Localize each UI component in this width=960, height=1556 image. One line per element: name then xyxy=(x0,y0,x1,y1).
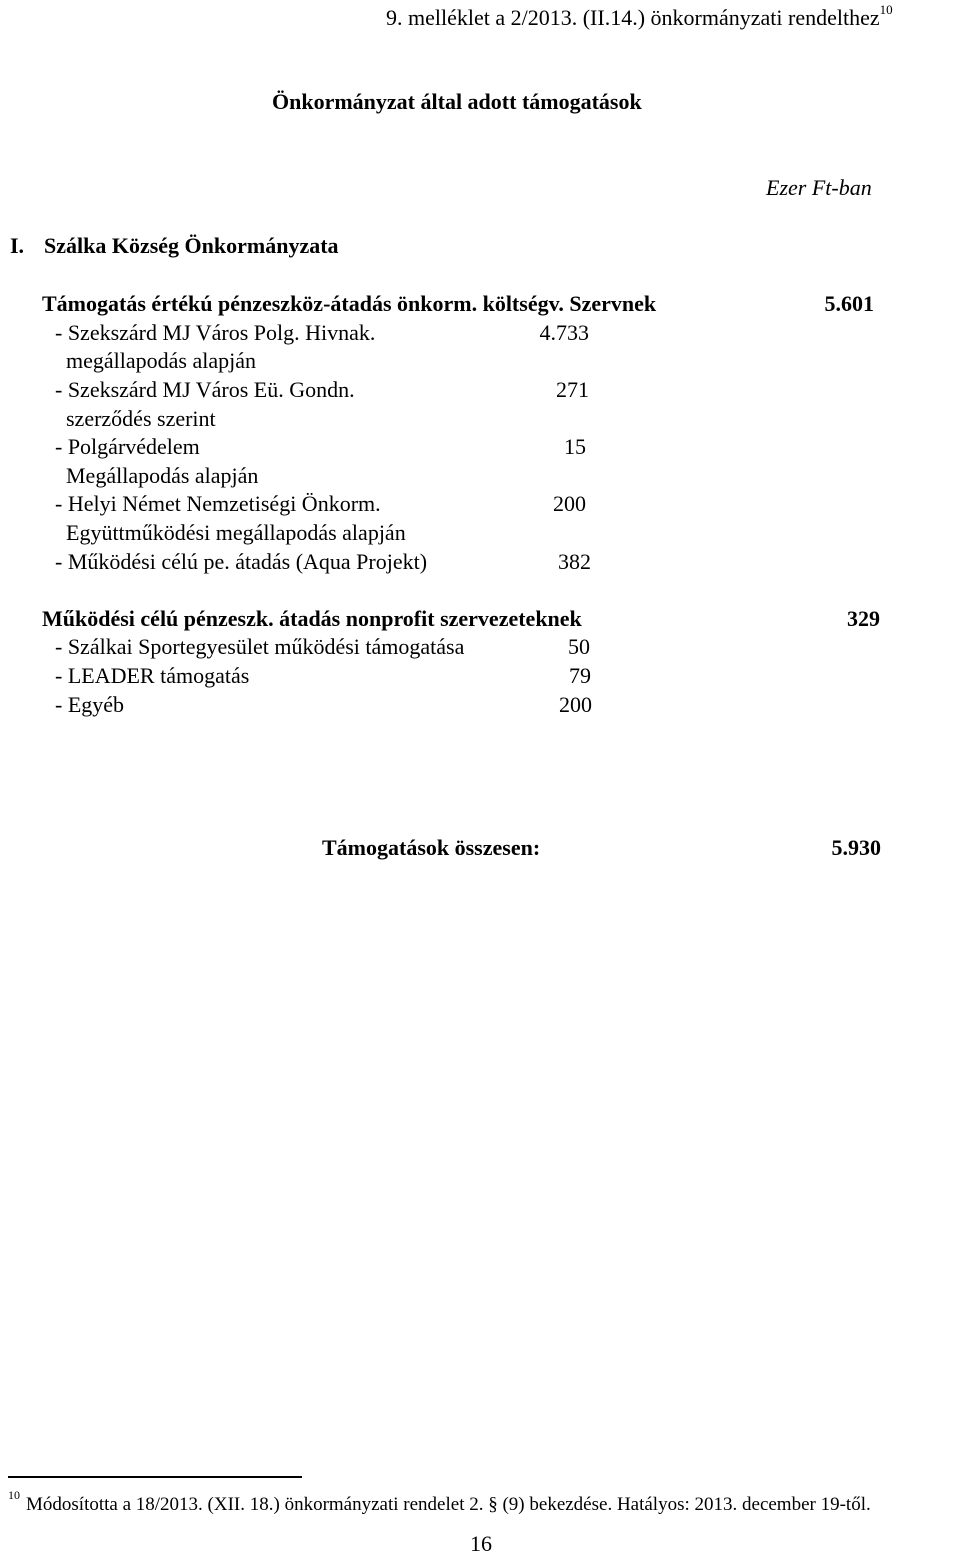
grand-total-value: 5.930 xyxy=(831,835,881,860)
group2-item-value: 50 xyxy=(568,634,590,659)
group2-item-label: - Szálkai Sportegyesület működési támogatása xyxy=(55,634,465,659)
group1-item-note: Együttműködési megállapodás alapján xyxy=(66,520,406,545)
group1-item-label: - Szekszárd MJ Város Eü. Gondn. xyxy=(55,377,355,402)
group2-item-label: - Egyéb xyxy=(55,692,125,717)
group2-item-label: - LEADER támogatás xyxy=(55,663,250,688)
group1-item-note: megállapodás alapján xyxy=(66,348,256,373)
group2-item-value: 200 xyxy=(559,692,592,717)
grand-total-label: Támogatások összesen: xyxy=(322,835,541,860)
group1-item-label: - Működési célú pe. átadás (Aqua Projekt) xyxy=(55,549,428,574)
section-name: Szálka Község Önkormányzata xyxy=(44,233,339,258)
group1-heading: Támogatás értékú pénzeszköz-átadás önkorm. költségv. Szervnek xyxy=(42,291,657,316)
section-number: I. xyxy=(10,233,25,258)
group1-item-value: 200 xyxy=(553,491,586,516)
annex-text: 9. melléklet a 2/2013. (II.14.) önkormányzati rendelthez xyxy=(386,5,880,30)
group1-item-value: 271 xyxy=(556,377,589,402)
group1-item-note: Megállapodás alapján xyxy=(66,463,259,488)
footnote-reference: 10 xyxy=(879,2,893,17)
group2-item-value: 79 xyxy=(569,663,591,688)
document-title: Önkormányzat által adott támogatások xyxy=(272,89,642,114)
group1-item-value: 382 xyxy=(558,549,591,574)
group2-heading: Működési célú pénzeszk. átadás nonprofit szervezeteknek xyxy=(42,606,582,631)
footnote-marker: 10 xyxy=(8,1488,20,1502)
unit-label: Ezer Ft-ban xyxy=(766,175,872,200)
footnote-separator xyxy=(8,1476,302,1478)
group1-item-label: - Szekszárd MJ Város Polg. Hivnak. xyxy=(55,320,376,345)
group2-total: 329 xyxy=(847,606,880,631)
group1-item-value: 15 xyxy=(564,434,586,459)
group1-item-label: - Helyi Német Nemzetiségi Önkorm. xyxy=(55,491,381,516)
footnote xyxy=(8,1488,871,1515)
group1-item-value: 4.733 xyxy=(539,320,589,345)
footnote-text: Módosította a 18/2013. (XII. 18.) önkormányzati rendelet 2. § (9) bekezdése. Hatályos: 2013. december 19-től. xyxy=(26,1494,871,1515)
group1-total: 5.601 xyxy=(824,291,874,316)
annex-header xyxy=(386,2,893,30)
page-number: 16 xyxy=(470,1531,492,1556)
group1-item-note: szerződés szerint xyxy=(66,406,216,431)
group1-item-label: - Polgárvédelem xyxy=(55,434,200,459)
